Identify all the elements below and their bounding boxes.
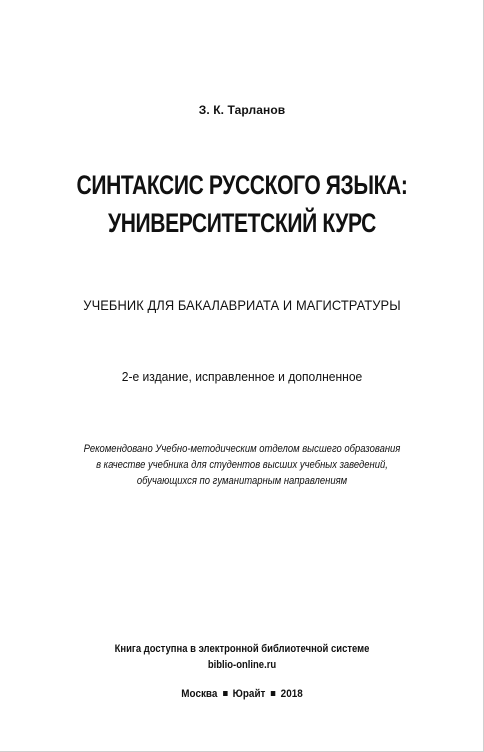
edition-note: 2-е издание, исправленное и дополненное — [121, 369, 363, 384]
recommendation-line-1: Рекомендовано Учебно-методическим отделом высшего образования — [83, 443, 401, 455]
recommendation-line-2: в качестве учебника для студентов высших учебных заведений, — [96, 459, 388, 471]
book-subtitle: УЧЕБНИК ДЛЯ БАКАЛАВРИАТА И МАГИСТРАТУРЫ — [83, 297, 401, 313]
square-separator-icon — [271, 691, 276, 696]
recommendation-line-3: обучающихся по гуманитарным направлениям — [136, 475, 348, 487]
imprint-publisher: Юрайт — [232, 688, 266, 700]
author-name: З. К. Тарланов — [198, 103, 286, 117]
access-url: biblio-online.ru — [207, 659, 277, 671]
access-note: Книга доступна в электронной библиотечной системе — [114, 643, 370, 655]
book-title-line-1: СИНТАКСИС РУССКОГО ЯЗЫКА: — [76, 170, 408, 200]
imprint — [24, 688, 460, 700]
book-title-line-2: УНИВЕРСИТЕТСКИЙ КУРС — [108, 208, 376, 238]
imprint-year: 2018 — [280, 688, 303, 700]
imprint-city: Москва — [181, 688, 218, 700]
square-separator-icon — [223, 691, 228, 696]
